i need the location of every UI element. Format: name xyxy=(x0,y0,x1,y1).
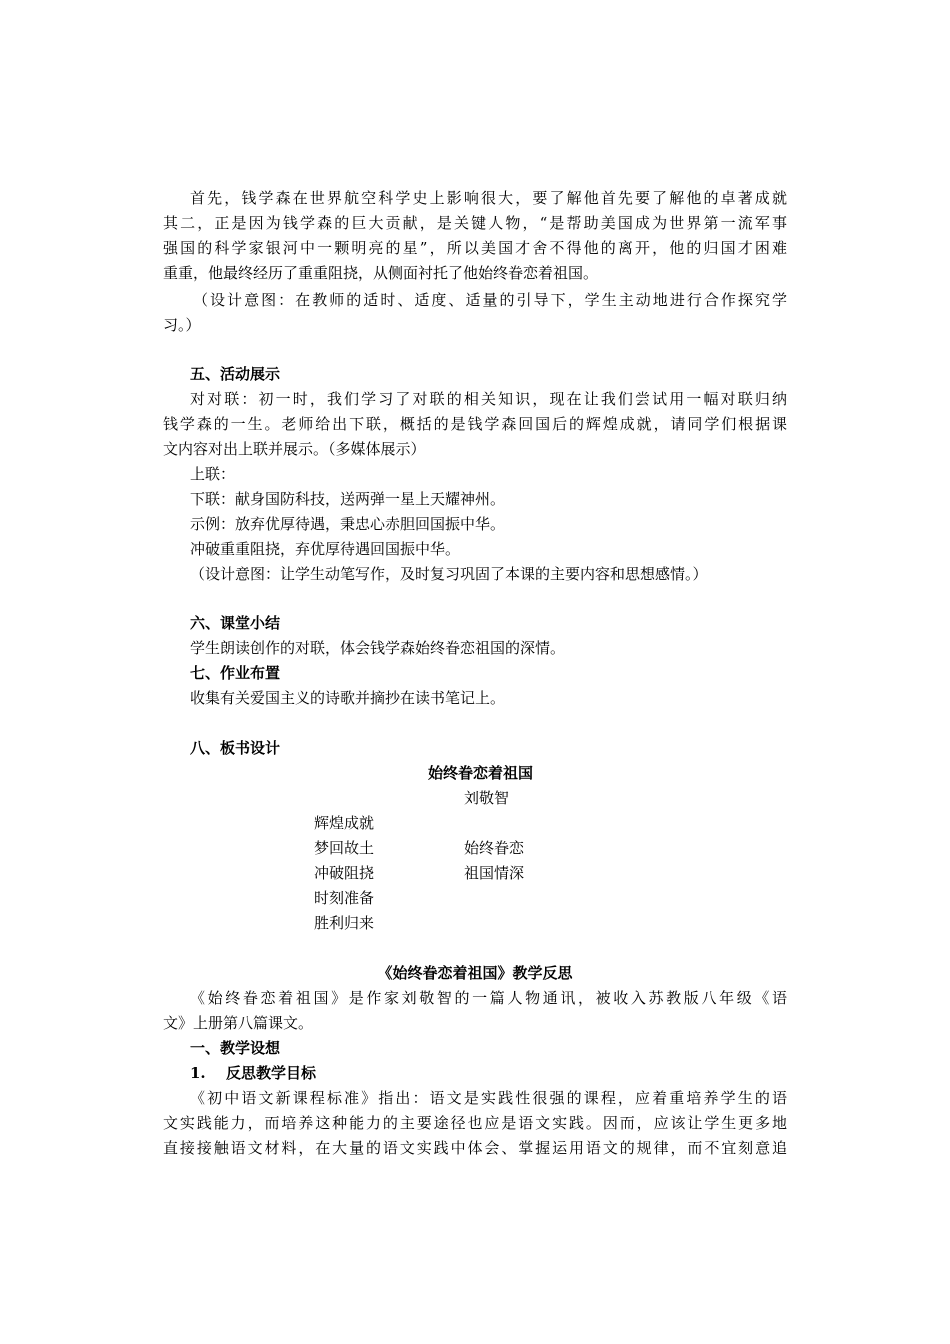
section-heading: 八、板书设计 xyxy=(190,739,281,757)
couplet-example-2: 冲破重重阻挠，弃优厚待遇回国振中华。 xyxy=(190,540,461,558)
board-left-item: 梦回故土 xyxy=(314,839,375,857)
design-note-line: 习。） xyxy=(163,316,201,334)
paragraph-line: 钱学森的一生。老师给出下联，概括的是钱学森回国后的辉煌成就，请同学们根据课 xyxy=(163,415,787,433)
paragraph-line: 学生朗读创作的对联，体会钱学森始终眷恋祖国的深情。 xyxy=(190,639,566,657)
paragraph-line: 收集有关爱国主义的诗歌并摘抄在读书笔记上。 xyxy=(190,689,506,707)
section-heading: 六、课堂小结 xyxy=(190,614,281,632)
reflection-title: 《始终眷恋着祖国》教学反思 xyxy=(377,964,573,982)
paragraph-line: 强国的科学家银河中一颗明亮的星”，所以美国才舍不得他的离开，他的归国才困难 xyxy=(163,239,787,257)
couplet-example: 示例：放弃优厚待遇，秉忠心赤胆回国振中华。 xyxy=(190,515,506,533)
subsection-number: 1. xyxy=(190,1064,206,1082)
paragraph-line: 重重，他最终经历了重重阻挠，从侧面衬托了他始终眷恋着祖国。 xyxy=(163,264,599,282)
couplet-upper: 上联： xyxy=(190,465,236,483)
board-right-item: 始终眷恋 xyxy=(464,839,525,857)
paragraph-line: 《始终眷恋着祖国》是作家刘敬智的一篇人物通讯，被收入苏教版八年级《语 xyxy=(190,989,787,1007)
section-heading: 五、活动展示 xyxy=(190,365,281,383)
board-left-item: 胜利归来 xyxy=(314,914,375,932)
paragraph-line: 其二，正是因为钱学森的巨大贡献，是关键人物，“是帮助美国成为世界第一流军事 xyxy=(163,214,787,232)
subsection-title: 反思教学目标 xyxy=(226,1064,317,1082)
paragraph-line: 首先，钱学森在世界航空科学史上影响很大，要了解他首先要了解他的卓著成就 xyxy=(190,189,787,207)
board-title: 始终眷恋着祖国 xyxy=(428,764,534,782)
design-note-line: （设计意图：让学生动笔写作，及时复习巩固了本课的主要内容和思想感情。） xyxy=(190,565,708,583)
board-left-item: 冲破阻挠 xyxy=(314,864,375,882)
paragraph-line: 直接接触语文材料，在大量的语文实践中体会、掌握运用语文的规律，而不宜刻意追 xyxy=(163,1139,787,1157)
board-right-item: 祖国情深 xyxy=(464,864,525,882)
couplet-lower: 下联：献身国防科技，送两弹一星上天耀神州。 xyxy=(190,490,506,508)
paragraph-line: 对对联：初一时，我们学习了对联的相关知识，现在让我们尝试用一幅对联归纳 xyxy=(190,390,787,408)
subsection-heading xyxy=(163,1061,787,1085)
paragraph-line: 文》上册第八篇课文。 xyxy=(163,1014,314,1032)
paragraph-line: 《初中语文新课程标准》指出：语文是实践性很强的课程，应着重培养学生的语 xyxy=(190,1089,787,1107)
section-heading: 七、作业布置 xyxy=(190,664,281,682)
paragraph-line: 文内容对出上联并展示。（多媒体展示） xyxy=(163,440,426,458)
paragraph-line: 文实践能力，而培养这种能力的主要途径也应是语文实践。因而，应该让学生更多地 xyxy=(163,1114,787,1132)
board-left-item: 时刻准备 xyxy=(314,889,375,907)
board-author: 刘敬智 xyxy=(464,789,510,807)
board-left-item: 辉煌成就 xyxy=(314,814,375,832)
section-heading: 一、教学设想 xyxy=(190,1039,281,1057)
design-note-line: （设计意图：在教师的适时、适度、适量的引导下，学生主动地进行合作探究学 xyxy=(193,291,787,309)
